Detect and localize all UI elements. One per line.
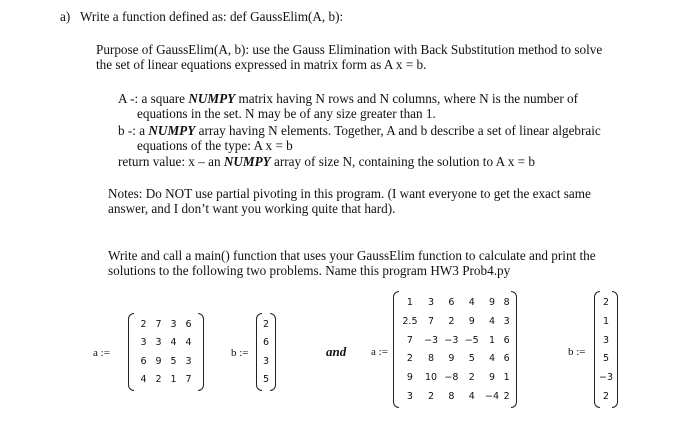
matrix-cell: 7 xyxy=(155,318,162,330)
matrix-cell: 8 xyxy=(503,296,510,308)
vector-cell: 2 xyxy=(602,296,610,308)
main-task-line-1: Write and call a main() function that uses your GaussElim function to calculate and print the xyxy=(108,248,596,263)
purpose-line-2: the set of linear equations expressed in matrix form as A x = b. xyxy=(96,57,427,72)
matrix-cell: 9 xyxy=(406,372,413,384)
matrix-cell: 2 xyxy=(503,391,510,403)
matrix-cell: 4 xyxy=(170,337,177,349)
matrix-grid xyxy=(136,315,196,389)
vector-row xyxy=(259,352,273,371)
vector-row xyxy=(597,331,615,350)
matrix-row xyxy=(399,368,511,387)
matrix-cell: −8 xyxy=(444,372,459,384)
matrix-cell: 3 xyxy=(185,355,192,367)
matrix-cell: −3 xyxy=(424,334,439,346)
vector-row xyxy=(597,387,615,406)
vector-grid xyxy=(259,315,273,389)
return-value-line: return value: x – an NUMPY array of size N, containing the solution to A x = b xyxy=(118,154,535,169)
problem1-vector-b xyxy=(256,313,276,391)
matrix-cell: −5 xyxy=(464,334,479,346)
notes-line-2: answer, and I don’t want you working quite that hard). xyxy=(108,201,396,216)
matrix-cell: 1 xyxy=(489,334,496,346)
matrix-grid xyxy=(399,293,511,406)
numpy-emphasis: NUMPY xyxy=(148,123,196,138)
param-A-line-1: A -: a square NUMPY matrix having N rows and N columns, where N is the number of xyxy=(118,91,579,106)
numpy-emphasis: NUMPY xyxy=(223,154,271,169)
matrix-row xyxy=(399,293,511,312)
matrix-row xyxy=(399,349,511,368)
matrix-row xyxy=(399,331,511,350)
problem2-a-label: a := xyxy=(371,346,388,358)
param-A-line-2: equations in the set. N may be of any size greater than 1. xyxy=(137,106,436,121)
matrix-cell: 2 xyxy=(448,315,455,327)
matrix-cell: 4 xyxy=(468,391,475,403)
matrix-cell: −4 xyxy=(485,391,500,403)
matrix-cell: 2 xyxy=(155,374,162,386)
matrix-cell: 3 xyxy=(503,315,510,327)
matrix-cell: 9 xyxy=(448,353,455,365)
matrix-cell: 3 xyxy=(406,391,413,403)
matrix-cell: 3 xyxy=(428,296,435,308)
matrix-cell: 2 xyxy=(140,318,147,330)
matrix-cell: 2 xyxy=(406,353,413,365)
matrix-cell: 6 xyxy=(448,296,455,308)
matrix-cell: 9 xyxy=(155,355,162,367)
vector-row xyxy=(259,334,273,353)
matrix-cell: 2.5 xyxy=(402,315,418,327)
vector-cell: 3 xyxy=(602,334,610,346)
matrix-cell: 9 xyxy=(468,315,475,327)
vector-cell: 6 xyxy=(262,337,270,349)
matrix-cell: 2 xyxy=(468,372,475,384)
matrix-row xyxy=(136,334,196,353)
numpy-emphasis: NUMPY xyxy=(188,91,236,106)
matrix-row xyxy=(136,371,196,390)
matrix-cell: 2 xyxy=(428,391,435,403)
vector-row xyxy=(597,293,615,312)
matrix-cell: 5 xyxy=(468,353,475,365)
vector-row xyxy=(259,315,273,334)
matrix-cell: −3 xyxy=(444,334,459,346)
vector-cell: 2 xyxy=(262,318,270,330)
left-bracket xyxy=(128,313,134,391)
vector-row xyxy=(259,371,273,390)
part-heading: Write a function defined as: def GaussElim(A, b): xyxy=(80,9,344,24)
and-connector: and xyxy=(326,344,347,359)
matrix-cell: 1 xyxy=(170,374,177,386)
vector-cell: −3 xyxy=(598,372,613,384)
vector-cell: 5 xyxy=(602,353,610,365)
matrix-row xyxy=(136,315,196,334)
matrix-cell: 4 xyxy=(468,296,475,308)
vector-row xyxy=(597,349,615,368)
problem2-matrix-a xyxy=(393,291,517,408)
matrix-cell: 1 xyxy=(406,296,413,308)
matrix-cell: 6 xyxy=(185,318,192,330)
matrix-cell: 8 xyxy=(428,353,435,365)
right-bracket xyxy=(198,313,204,391)
vector-cell: 3 xyxy=(262,355,270,367)
matrix-cell: 9 xyxy=(489,296,496,308)
vector-row xyxy=(597,312,615,331)
matrix-cell: 9 xyxy=(489,372,496,384)
problem2-b-label: b := xyxy=(568,346,586,358)
matrix-row xyxy=(136,352,196,371)
matrix-cell: 3 xyxy=(170,318,177,330)
purpose-line-1: Purpose of GaussElim(A, b): use the Gauss Elimination with Back Substitution method to solve xyxy=(96,42,603,57)
matrix-cell: 7 xyxy=(406,334,413,346)
problem2-vector-b xyxy=(594,291,618,408)
part-label: a) xyxy=(60,9,71,24)
problem1-matrix-a xyxy=(128,313,204,391)
param-b-line-1: b -: a NUMPY array having N elements. Together, A and b describe a set of linear algebraic xyxy=(118,123,601,138)
right-bracket xyxy=(511,291,517,408)
vector-cell: 1 xyxy=(602,315,610,327)
problem1-b-label: b := xyxy=(231,347,249,359)
matrix-row xyxy=(399,312,511,331)
matrix-cell: 8 xyxy=(448,391,455,403)
matrix-cell: 7 xyxy=(428,315,435,327)
vector-cell: 2 xyxy=(602,391,610,403)
matrix-cell: 7 xyxy=(185,374,192,386)
notes-line-1: Notes: Do NOT use partial pivoting in this program. (I want everyone to get the exact same xyxy=(108,186,591,201)
problem1-a-label: a := xyxy=(93,347,110,359)
main-task-line-2: solutions to the following two problems. Name this program HW3 Prob4.py xyxy=(108,263,511,278)
param-b-line-2: equations of the type: A x = b xyxy=(137,138,293,153)
matrix-row xyxy=(399,387,511,406)
matrix-cell: 3 xyxy=(140,337,147,349)
matrix-cell: 4 xyxy=(489,353,496,365)
matrix-cell: 6 xyxy=(503,334,510,346)
matrix-cell: 6 xyxy=(140,355,147,367)
matrix-cell: 6 xyxy=(503,353,510,365)
matrix-cell: 3 xyxy=(155,337,162,349)
matrix-cell: 10 xyxy=(425,372,438,384)
vector-grid xyxy=(597,293,615,406)
vector-cell: 5 xyxy=(262,374,270,386)
matrix-cell: 5 xyxy=(170,355,177,367)
matrix-cell: 1 xyxy=(503,372,510,384)
matrix-cell: 4 xyxy=(140,374,147,386)
matrix-cell: 4 xyxy=(185,337,192,349)
matrix-cell: 4 xyxy=(489,315,496,327)
vector-row xyxy=(597,368,615,387)
